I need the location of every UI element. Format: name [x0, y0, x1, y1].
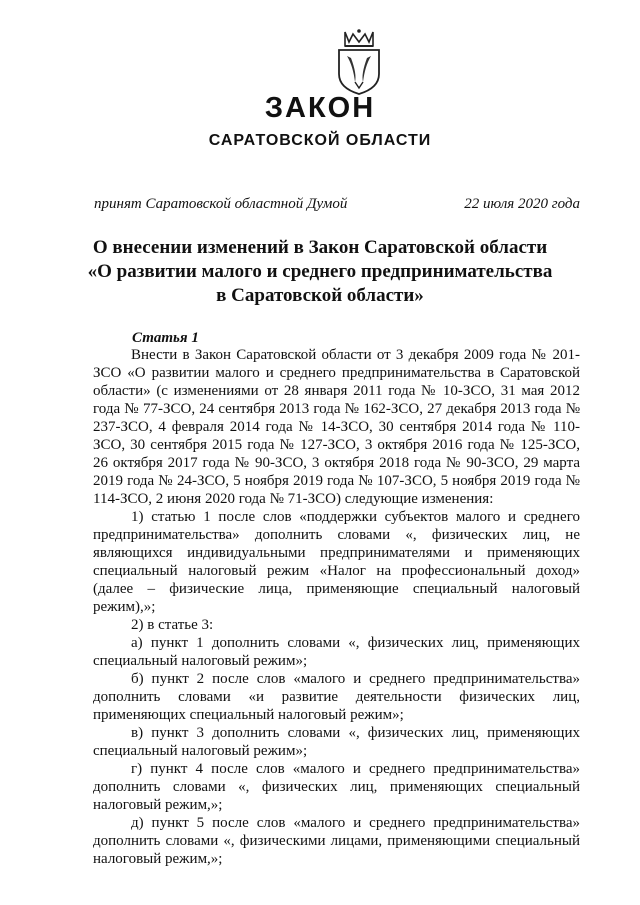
- region-name: САРАТОВСКОЙ ОБЛАСТИ: [208, 132, 432, 149]
- article-title: Статья 1: [132, 330, 199, 346]
- paragraph: д) пункт 5 после слов «малого и среднего предпринимательства» дополнить словами «, физическими лицами, применяющими специальный налоговый режим,»;: [93, 815, 580, 867]
- paragraph: а) пункт 1 дополнить словами «, физических лиц, применяющих специальный налоговый режим»;: [93, 635, 580, 669]
- heading-line: в Саратовской области»: [216, 285, 424, 306]
- paragraph: б) пункт 2 после слов «малого и среднего предпринимательства» дополнить словами «и развитие деятельности физических лиц, применяющих специальный налоговый режим»;: [93, 671, 580, 723]
- paragraph: Внести в Закон Саратовской области от 3 декабря 2009 года № 201-ЗСО «О развитии малого и среднего предпринимательства в Саратовской области» (с изменениями от 28 января 2011 года № 10-ЗСО, 31 мая 2012 года № 77-ЗСО, 24 сентября 2013 года № 162-ЗСО, 27 декабря 2013 года № 237-ЗСО, 4 февраля 2014 года № 14-ЗСО, 30 сентября 2014 года № 110-ЗСО, 30 сентября 2015 года № 127-ЗСО, 3 октября 2016 года № 125-ЗСО, 26 октября 2017 года № 90-ЗСО, 3 октября 2018 года № 90-ЗСО, 29 марта 2019 года № 24-ЗСО, 5 ноября 2019 года № 107-ЗСО, 5 ноября 2019 года № 114-ЗСО, 2 июня 2020 года № 71-ЗСО) следующие изменения:: [93, 347, 580, 507]
- paragraph: г) пункт 4 после слов «малого и среднего предпринимательства» дополнить словами «, физических лиц, применяющих специальный налоговый режим,»;: [93, 761, 580, 813]
- adopted-by: принят Саратовской областной Думой: [94, 196, 348, 212]
- coat-of-arms-icon: [333, 28, 385, 96]
- document-heading: [60, 236, 580, 308]
- paragraph: в) пункт 3 дополнить словами «, физических лиц, применяющих специальный налоговый режим»;: [93, 725, 580, 759]
- paragraph: 1) статью 1 после слов «поддержки субъектов малого и среднего предпринимательства» дополнить словами «, физических лиц, не являющихся индивидуальными предпринимателями и применяющих специальный налоговый режим «Налог на профессиональный доход» (далее – физические лица, применяющие специальный налоговый режим),»;: [93, 509, 580, 615]
- law-title: ЗАКОН: [264, 92, 376, 124]
- heading-line: О внесении изменений в Закон Саратовской области: [92, 237, 548, 258]
- paragraph: 2) в статье 3:: [131, 617, 214, 633]
- adoption-date: 22 июля 2020 года: [464, 196, 580, 212]
- article-body: [93, 346, 580, 868]
- heading-line: «О развитии малого и среднего предпринимательства: [87, 261, 553, 282]
